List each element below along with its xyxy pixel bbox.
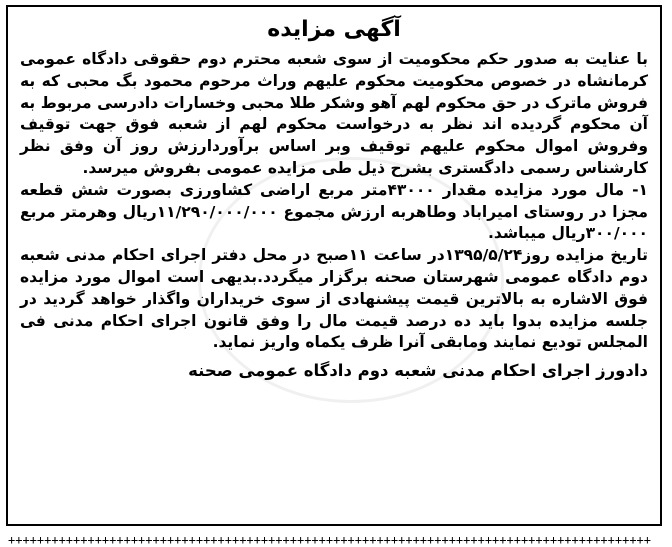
paragraph-intro: با عنایت به صدور حکم محکومیت از سوی شعبه محترم دوم حقوقی دادگاه عمومی کرمانشاه در خصوص محکومیت محکوم علیهم وراث مرحوم محمود بگ محبی که به فروش ماترک در حق محکوم لهم آهو وشکر طلا محبی وخسارات دادرسی مربوط به آن محکوم گردیده اند نظر به درخواست محکوم لهم از شعبه فوق جهت توقیف وفروش اموال محکوم علیهم توقیف وبر اساس برآوردارزش روز آن وفق نظر کارشناس رسمی دادگستری بشرح ذیل طی مزایده عمومی بفروش میرسد. (20, 50, 648, 177)
notice-body (20, 49, 648, 354)
signature: دادورز اجرای احکام مدنی شعبه دوم دادگاه عمومی صحنه (188, 361, 648, 381)
bottom-plus-rule: +++++++++++++++++++++++++++++++++++++++++++++++++++++++++++++++++++++++++++++++++++++++++ (8, 534, 651, 546)
paragraph-auction-date: تاریخ مزایده روز۱۳۹۵/۵/۲۴در ساعت ۱۱صبح در محل دفتر اجرای احکام مدنی شعبه دوم دادگاه عمومی شهرستان صحنه برگزار میگردد.بدیهی است اموال مورد مزایده فوق الاشاره به بالاترین قیمت پیشنهادی از سوی خریداران واگذار خواهد گردید در جلسه مزایده بدوا باید ده درصد قیمت مال را وفق قانون اجرای احکام مدنی فی المجلس تودیع نمایند ومابقی آنرا ظرف یکماه واریز نماید. (20, 246, 648, 352)
notice-frame (6, 5, 662, 526)
paragraph-item-1: ۱- مال مورد مزایده مقدار ۴۳۰۰۰متر مربع اراضی کشاورزی بصورت شش قطعه مجزا در روستای امیراباد وطاهربه ارزش مجموع ۱۱/۲۹۰/۰۰۰/۰۰۰ریال وهرمتر مربع ۳۰۰/۰۰۰ریال میباشد. (20, 180, 649, 243)
notice-title: آگهی مزایده (267, 17, 401, 42)
